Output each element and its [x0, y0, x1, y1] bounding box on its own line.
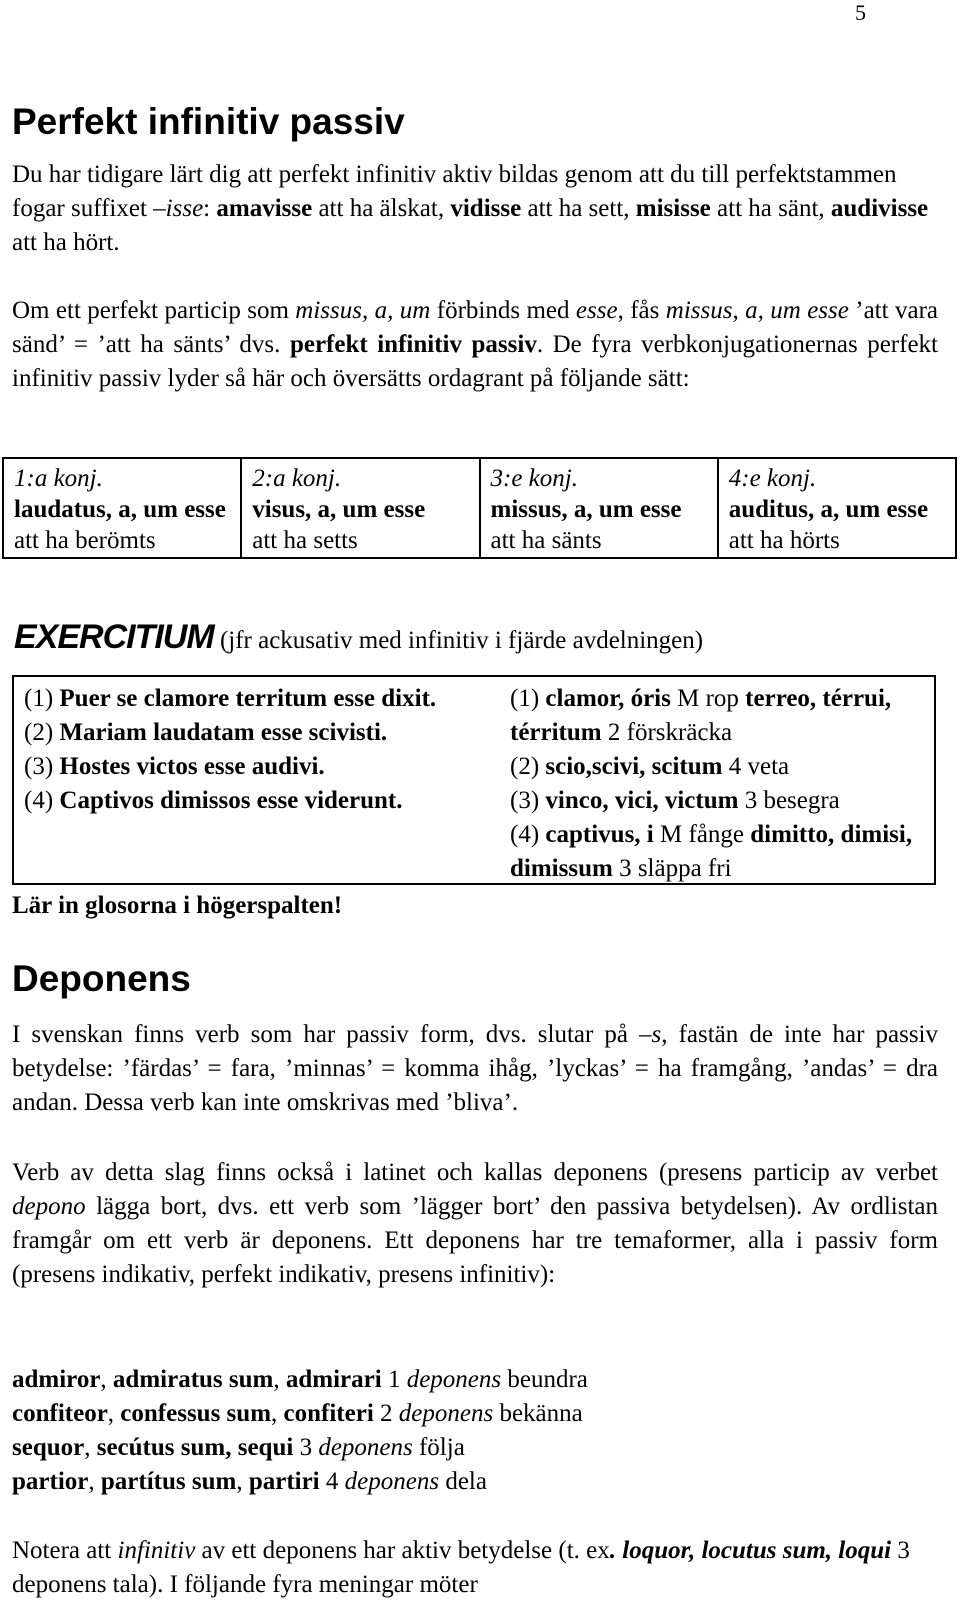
- conjugation-table: [2, 457, 957, 559]
- glossary-entry: (2) scio,scivi, scitum 4 veta: [510, 753, 790, 780]
- exercise-sentence: (1) Puer se clamore territum esse dixit.: [24, 685, 437, 712]
- conjugation-cell: 3:e konj. missus, a, um esse att ha sänts: [480, 458, 718, 558]
- page-number: 5: [855, 0, 866, 25]
- vocabulary-entry: partior, partítus sum, partiri 4 deponens dela: [12, 1468, 487, 1495]
- deponens-vocabulary-list: [12, 1363, 588, 1499]
- exercise-sentences: [24, 682, 494, 818]
- deponens-latin-paragraph: Verb av detta slag finns också i latinet och kallas deponens (presens particip av verbet depono lägga bort, dvs. ett verb som ’lägger bort’ den passiva betydelsen). Av ordlistan framgår om ett verb är deponens. Ett deponens har tre temaformer, alla i passiv form (presens indikativ, perfekt indikativ, presens infinitiv):: [12, 1159, 938, 1288]
- infinitive-note-paragraph: Notera att infinitiv av ett deponens har aktiv betydelse (t. ex. loquor, locutus sum, loqui 3 deponens tala). I följande fyra meningar möter: [12, 1537, 910, 1598]
- glossary-instruction: Lär in glosorna i högerspalten!: [12, 892, 343, 919]
- conjugation-cell: 4:e konj. auditus, a, um esse att ha hörts: [718, 458, 956, 558]
- vocabulary-entry: admiror, admiratus sum, admirari 1 deponens beundra: [12, 1366, 588, 1393]
- participle-paragraph: Om ett perfekt particip som missus, a, um förbinds med esse, fås missus, a, um esse ’att vara sänd’ = ’att ha sänts’ dvs. perfekt infinitiv passiv. De fyra verbkonjugationernas perfekt infinitiv passiv lyder så här och översätts ordagrant på följande sätt:: [12, 297, 938, 392]
- exercise-sentence: (3) Hostes victos esse audivi.: [24, 753, 325, 780]
- glossary-entry: (4) captivus, i M fånge dimitto, dimisi, dimissum 3 släppa fri: [510, 821, 913, 882]
- glossary-entry: (1) clamor, óris M rop terreo, térrui, térritum 2 förskräcka: [510, 685, 892, 746]
- intro-paragraph: Du har tidigare lärt dig att perfekt infinitiv aktiv bildas genom att du till perfektstammen fogar suffixet –isse: amavisse att ha älskat, vidisse att ha sett, misisse att ha sänt, audivisse att ha hört.: [12, 161, 929, 256]
- vocabulary-entry: sequor, secútus sum, sequi 3 deponens följa: [12, 1434, 465, 1461]
- conjugation-cell: 1:a konj. laudatus, a, um esse att ha berömts: [3, 458, 241, 558]
- glossary-entry: (3) vinco, vici, victum 3 besegra: [510, 787, 840, 814]
- exercise-box: [12, 675, 936, 885]
- conjugation-cell: 2:a konj. visus, a, um esse att ha setts: [241, 458, 479, 558]
- exercise-glossary: [510, 682, 930, 886]
- exercise-sentence: (2) Mariam laudatam esse scivisti.: [24, 719, 388, 746]
- exercise-sentence: (4) Captivos dimissos esse viderunt.: [24, 787, 403, 814]
- deponens-swedish-paragraph: I svenskan finns verb som har passiv form, dvs. slutar på –s, fastän de inte har passiv betydelse: ’färdas’ = fara, ’minnas’ = komma ihåg, ’lyckas’ = ha framgång, ’andas’ = dra andan. Dessa verb kan inte omskrivas med ’bliva’.: [12, 1021, 938, 1116]
- vocabulary-entry: confiteor, confessus sum, confiteri 2 deponens bekänna: [12, 1400, 583, 1427]
- section-title-perfekt-infinitiv-passiv: Perfekt infinitiv passiv: [12, 101, 405, 142]
- exercitium-heading: EXERCITIUM (jfr ackusativ med infinitiv i fjärde avdelningen): [14, 618, 704, 656]
- section-title-deponens: Deponens: [12, 958, 191, 999]
